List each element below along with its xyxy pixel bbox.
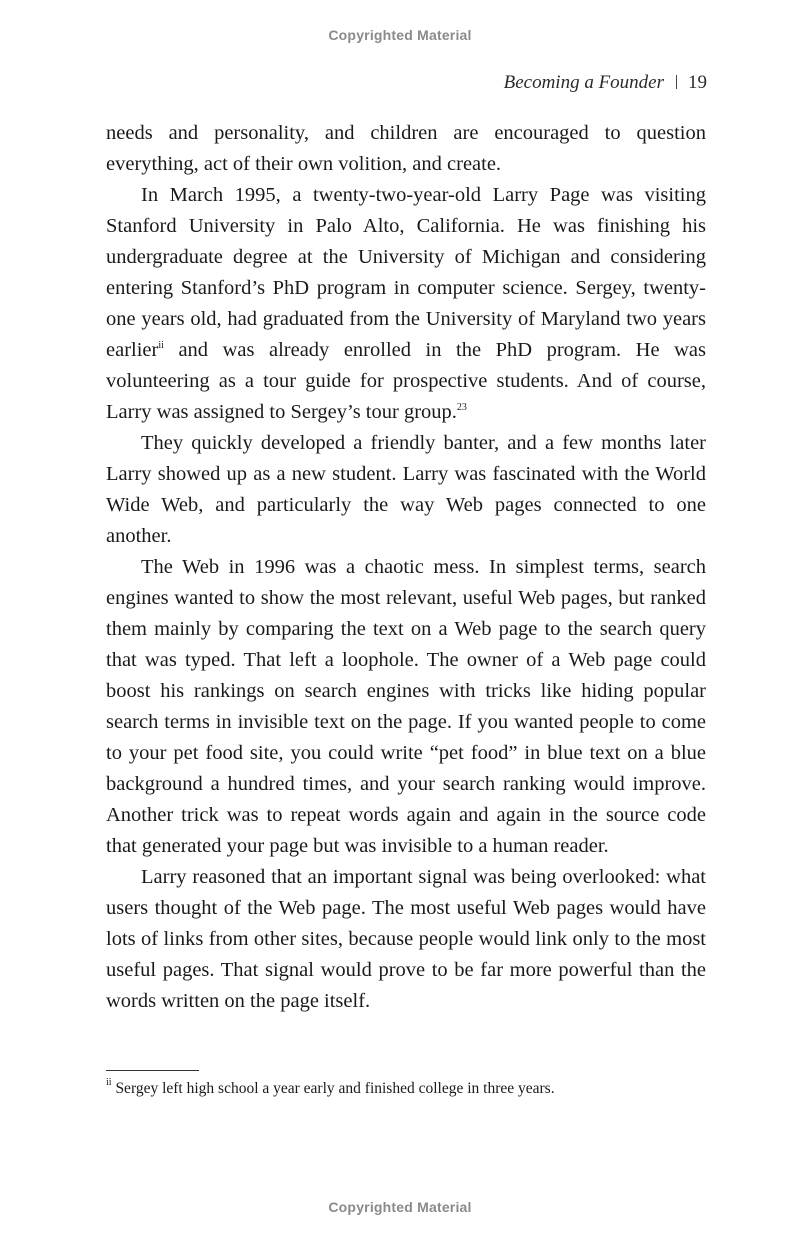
paragraph-signal: Larry reasoned that an important signal was being overlooked: what users thought of the Web page. The most useful Web pages would have lots of links from other sites, because people would link only to the most useful pages. That signal would prove to be far more powerful than the words written on the page itself.: [106, 866, 706, 1012]
endnote-reference: 23: [456, 402, 467, 413]
copyright-watermark-bottom: Copyrighted Material: [328, 1199, 472, 1215]
running-head: [504, 72, 707, 94]
paragraph-text: and was already enrolled in the PhD program. He was volunteering as a tour guide for prospective students. And of course, Larry was assigned to Sergey’s tour group.: [106, 339, 706, 423]
paragraph-web-1996: The Web in 1996 was a chaotic mess. In simplest terms, search engines wanted to show the most relevant, useful Web pages, but ranked them mainly by comparing the text on a Web page to the search query that was typed. That left a loophole. The owner of a Web page could boost his rankings on search engines with tricks like hiding popular search terms in invisible text on the page. If you wanted people to come to your pet food site, you could write “pet food” in blue text on a blue background a hundred times, and your search ranking would improve. Another trick was to repeat words again and again in the source code that generated your page but was invisible to a human reader.: [106, 556, 706, 857]
paragraph-continued: needs and personality, and children are encouraged to question everything, act of their own volition, and create.: [106, 122, 706, 175]
footnote: [106, 1078, 706, 1100]
copyright-watermark-top: Copyrighted Material: [328, 27, 472, 43]
footnote-reference: ii: [158, 340, 164, 351]
footnote-divider: [106, 1070, 199, 1071]
body-text: [106, 118, 706, 1017]
footnote-marker: ii: [106, 1077, 112, 1088]
paragraph-text: In March 1995, a twenty-two-year-old Larry Page was visiting Stanford University in Palo Alto, California. He was finishing his undergraduate degree at the University of Michigan and considering entering Stanford’s PhD program in computer science. Sergey, twenty-one years old, had graduated from the University of Maryland two years earlier: [106, 184, 706, 361]
chapter-title: Becoming a Founder: [503, 72, 664, 93]
footnote-text: Sergey left high school a year early and finished college in three years.: [111, 1080, 555, 1097]
paragraph-larry-visit: [106, 180, 706, 428]
page-number: 19: [688, 72, 707, 93]
running-head-separator: [676, 75, 677, 89]
paragraph-banter: They quickly developed a friendly banter, and a few months later Larry showed up as a new student. Larry was fascinated with the World Wide Web, and particularly the way Web pages connected to one another.: [106, 432, 706, 547]
